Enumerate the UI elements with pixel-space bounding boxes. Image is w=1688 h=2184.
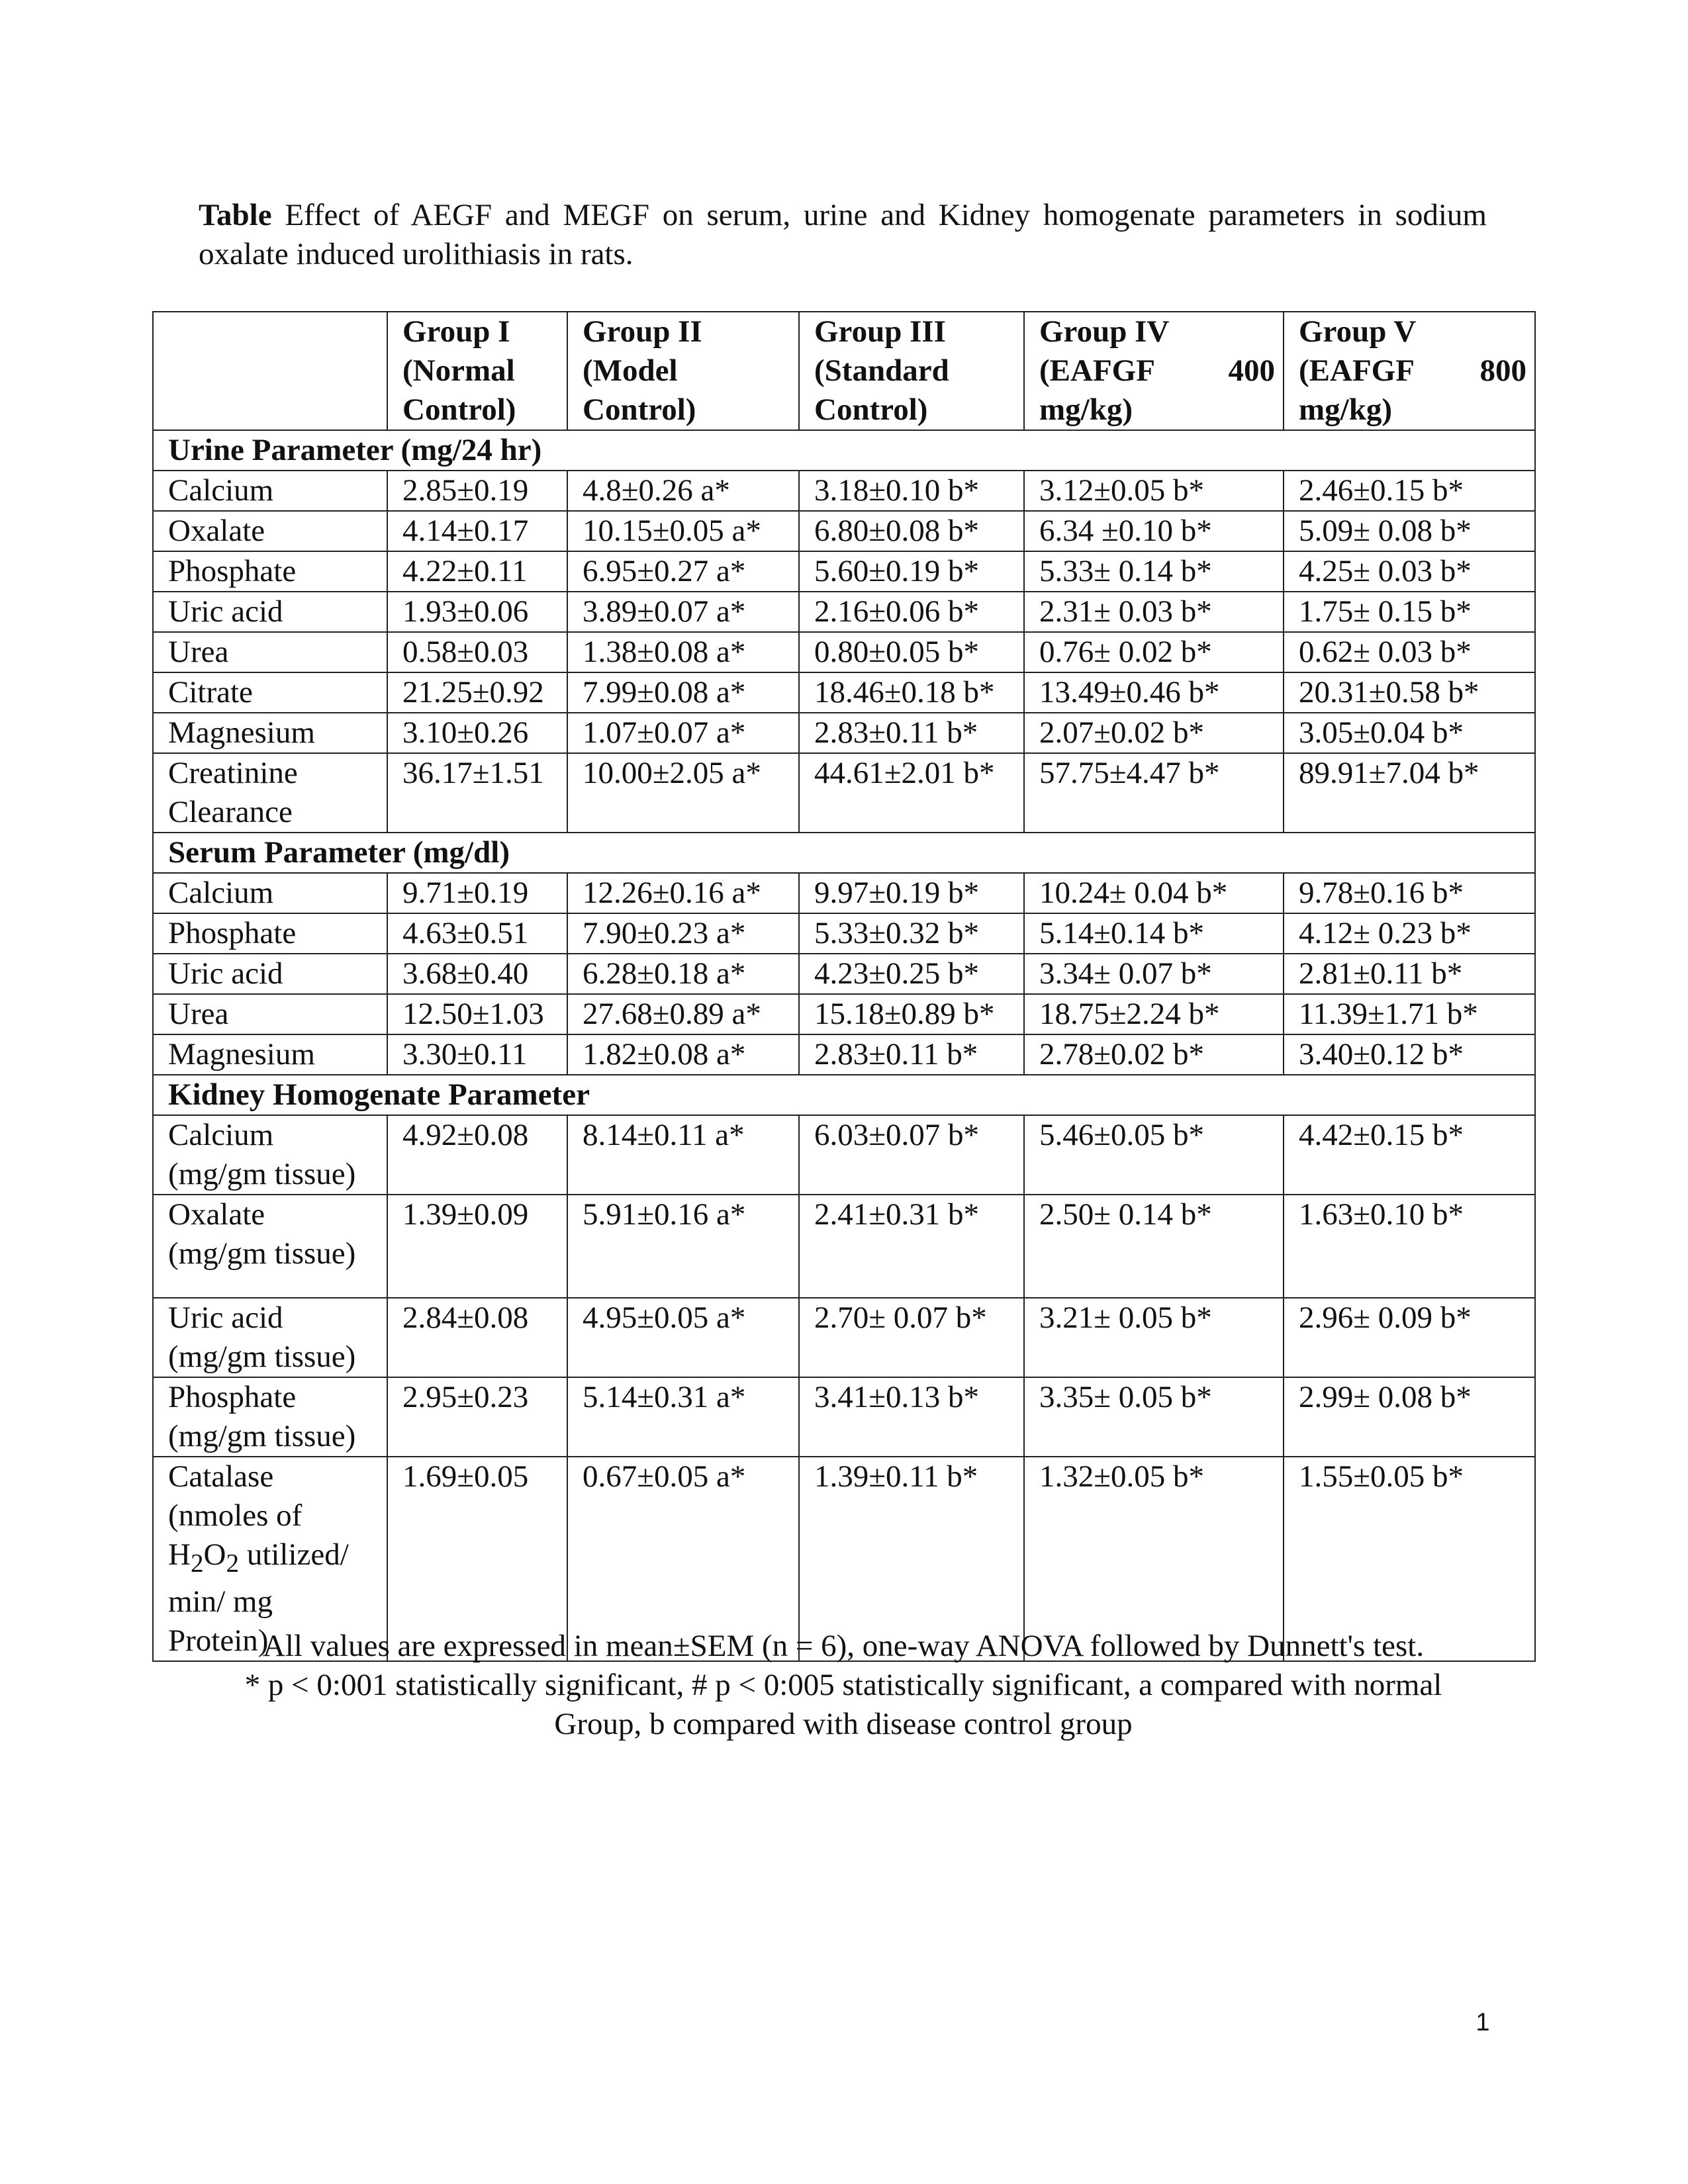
page-number: 1 — [1476, 2009, 1490, 2036]
table-cell: 1.39±0.11 b* — [799, 1457, 1024, 1661]
table-cell: Oxalate — [153, 511, 387, 551]
table-cell: 3.34± 0.07 b* — [1024, 954, 1284, 994]
table-row — [153, 511, 1535, 551]
section-serum — [153, 833, 1535, 873]
table-cell: 6.34 ±0.10 b* — [1024, 511, 1284, 551]
table-cell: 5.46±0.05 b* — [1024, 1115, 1284, 1195]
table-cell: 4.42±0.15 b* — [1284, 1115, 1535, 1195]
footnote-line-3: Group, b compared with disease control group — [554, 1707, 1133, 1741]
table-cell: 3.41±0.13 b* — [799, 1377, 1024, 1457]
table-cell: Calcium (mg/gm tissue) — [153, 1115, 387, 1195]
table-cell: Urea — [153, 994, 387, 1034]
table-row — [153, 1034, 1535, 1075]
table-row — [153, 672, 1535, 713]
table-row — [153, 592, 1535, 632]
table-cell: 3.18±0.10 b* — [799, 471, 1024, 511]
header-group-5: Group V (EAFGF 800 mg/kg) — [1284, 312, 1535, 430]
table-cell: 3.68±0.40 — [387, 954, 567, 994]
table-cell: Creatinine Clearance — [153, 753, 387, 833]
header-group-3: Group III (Standard Control) — [799, 312, 1024, 430]
table-cell: 10.15±0.05 a* — [567, 511, 799, 551]
header-blank — [153, 312, 387, 430]
table-cell: 0.58±0.03 — [387, 632, 567, 672]
table-row — [153, 632, 1535, 672]
table-cell: 4.12± 0.23 b* — [1284, 913, 1535, 954]
results-table — [152, 311, 1536, 1662]
table-cell: 4.92±0.08 — [387, 1115, 567, 1195]
table-cell: Phosphate — [153, 551, 387, 592]
table-cell: 5.09± 0.08 b* — [1284, 511, 1535, 551]
table-cell: Catalase (nmoles of $H_2O_2$ utilized/ min/ mg Protein) — [153, 1457, 387, 1661]
table-row — [153, 753, 1535, 833]
table-cell: Phosphate — [153, 913, 387, 954]
table-cell: 1.75± 0.15 b* — [1284, 592, 1535, 632]
table-cell: 3.21± 0.05 b* — [1024, 1298, 1284, 1377]
header-group-1: Group I (Normal Control) — [387, 312, 567, 430]
table-cell: Magnesium — [153, 713, 387, 753]
table-cell: 12.50±1.03 — [387, 994, 567, 1034]
header-group-4: Group IV (EAFGF 400 mg/kg) — [1024, 312, 1284, 430]
table-cell: 5.91±0.16 a* — [567, 1195, 799, 1298]
table-cell: 2.99± 0.08 b* — [1284, 1377, 1535, 1457]
section-title: Urine Parameter (mg/24 hr) — [153, 430, 1535, 471]
table-cell: 1.39±0.09 — [387, 1195, 567, 1298]
table-cell: 2.96± 0.09 b* — [1284, 1298, 1535, 1377]
table-cell: 3.12±0.05 b* — [1024, 471, 1284, 511]
table-row — [153, 873, 1535, 913]
table-footnote — [152, 1627, 1534, 1744]
table-cell: 5.14±0.31 a* — [567, 1377, 799, 1457]
table-cell: 20.31±0.58 b* — [1284, 672, 1535, 713]
table-caption — [199, 196, 1487, 274]
table-cell: 4.23±0.25 b* — [799, 954, 1024, 994]
section-title: Kidney Homogenate Parameter — [153, 1075, 1535, 1115]
table-cell: 3.40±0.12 b* — [1284, 1034, 1535, 1075]
table-cell: 5.14±0.14 b* — [1024, 913, 1284, 954]
table-row — [153, 954, 1535, 994]
table-row — [153, 994, 1535, 1034]
table-cell: 2.85±0.19 — [387, 471, 567, 511]
table-cell: 4.25± 0.03 b* — [1284, 551, 1535, 592]
table-cell: 3.05±0.04 b* — [1284, 713, 1535, 753]
table-cell: 4.14±0.17 — [387, 511, 567, 551]
table-row — [153, 551, 1535, 592]
table-cell: 13.49±0.46 b* — [1024, 672, 1284, 713]
table-cell: 3.10±0.26 — [387, 713, 567, 753]
table-cell: Uric acid (mg/gm tissue) — [153, 1298, 387, 1377]
table-cell: 1.38±0.08 a* — [567, 632, 799, 672]
table-cell: 2.95±0.23 — [387, 1377, 567, 1457]
table-cell: 9.71±0.19 — [387, 873, 567, 913]
table-cell: 0.80±0.05 b* — [799, 632, 1024, 672]
table-cell: 1.69±0.05 — [387, 1457, 567, 1661]
table-cell: 2.46±0.15 b* — [1284, 471, 1535, 511]
table-cell: Uric acid — [153, 592, 387, 632]
table-row — [153, 1377, 1535, 1457]
table-cell: 12.26±0.16 a* — [567, 873, 799, 913]
table-cell: 5.33±0.32 b* — [799, 913, 1024, 954]
table-cell: 2.16±0.06 b* — [799, 592, 1024, 632]
table-cell: 8.14±0.11 a* — [567, 1115, 799, 1195]
table-row — [153, 1195, 1535, 1298]
header-group-2: Group II (Model Control) — [567, 312, 799, 430]
table-cell: 5.33± 0.14 b* — [1024, 551, 1284, 592]
table-cell: 6.95±0.27 a* — [567, 551, 799, 592]
table-cell: 57.75±4.47 b* — [1024, 753, 1284, 833]
table-cell: 4.63±0.51 — [387, 913, 567, 954]
table-cell: 7.90±0.23 a* — [567, 913, 799, 954]
table-cell: 6.28±0.18 a* — [567, 954, 799, 994]
table-cell: Citrate — [153, 672, 387, 713]
table-cell: 2.83±0.11 b* — [799, 713, 1024, 753]
table-cell: 11.39±1.71 b* — [1284, 994, 1535, 1034]
table-cell: 2.50± 0.14 b* — [1024, 1195, 1284, 1298]
table-cell: 6.03±0.07 b* — [799, 1115, 1024, 1195]
table-cell: 21.25±0.92 — [387, 672, 567, 713]
table-cell: 1.55±0.05 b* — [1284, 1457, 1535, 1661]
table-cell: 27.68±0.89 a* — [567, 994, 799, 1034]
table-cell: 6.80±0.08 b* — [799, 511, 1024, 551]
table-cell: 44.61±2.01 b* — [799, 753, 1024, 833]
table-row — [153, 471, 1535, 511]
table-row — [153, 1298, 1535, 1377]
table-cell: 2.83±0.11 b* — [799, 1034, 1024, 1075]
table-cell: Oxalate (mg/gm tissue) — [153, 1195, 387, 1298]
section-urine — [153, 430, 1535, 471]
table-cell: 4.22±0.11 — [387, 551, 567, 592]
table-cell: 0.67±0.05 a* — [567, 1457, 799, 1661]
table-cell: 4.95±0.05 a* — [567, 1298, 799, 1377]
footnote-line-1: All values are expressed in mean±SEM (n = 6), one-way ANOVA followed by Dunnett's test. — [262, 1629, 1425, 1663]
table-row — [153, 1115, 1535, 1195]
footnote-line-2: * p < 0:001 statistically significant, # p < 0:005 statistically significant, a compared with normal — [244, 1668, 1442, 1702]
table-cell: 10.00±2.05 a* — [567, 753, 799, 833]
caption-label: Table — [199, 198, 272, 232]
table-cell: Calcium — [153, 471, 387, 511]
section-kidney — [153, 1075, 1535, 1115]
table-cell: Uric acid — [153, 954, 387, 994]
table-cell: 89.91±7.04 b* — [1284, 753, 1535, 833]
table-cell: 2.81±0.11 b* — [1284, 954, 1535, 994]
table-cell: 15.18±0.89 b* — [799, 994, 1024, 1034]
table-cell: 2.70± 0.07 b* — [799, 1298, 1024, 1377]
table-cell: 2.78±0.02 b* — [1024, 1034, 1284, 1075]
table-cell: 18.75±2.24 b* — [1024, 994, 1284, 1034]
table-cell: 9.97±0.19 b* — [799, 873, 1024, 913]
table-cell: 1.82±0.08 a* — [567, 1034, 799, 1075]
table-cell: 10.24± 0.04 b* — [1024, 873, 1284, 913]
table-cell: 36.17±1.51 — [387, 753, 567, 833]
table-cell: 1.93±0.06 — [387, 592, 567, 632]
table-cell: Calcium — [153, 873, 387, 913]
header-row — [153, 312, 1535, 430]
table-cell: Urea — [153, 632, 387, 672]
caption-text: Effect of AEGF and MEGF on serum, urine and Kidney homogenate parameters in sodium oxalate induced urolithiasis in rats. — [199, 198, 1487, 271]
table-cell: 3.30±0.11 — [387, 1034, 567, 1075]
table-cell: 7.99±0.08 a* — [567, 672, 799, 713]
table-cell: 18.46±0.18 b* — [799, 672, 1024, 713]
table-cell: Magnesium — [153, 1034, 387, 1075]
table-cell: 3.89±0.07 a* — [567, 592, 799, 632]
table-row — [153, 713, 1535, 753]
table-cell: 1.32±0.05 b* — [1024, 1457, 1284, 1661]
table-cell: 4.8±0.26 a* — [567, 471, 799, 511]
table-cell: 2.07±0.02 b* — [1024, 713, 1284, 753]
table-cell: 3.35± 0.05 b* — [1024, 1377, 1284, 1457]
table-cell: 2.84±0.08 — [387, 1298, 567, 1377]
table-cell: 0.76± 0.02 b* — [1024, 632, 1284, 672]
table-cell: 2.31± 0.03 b* — [1024, 592, 1284, 632]
table-cell: 5.60±0.19 b* — [799, 551, 1024, 592]
section-title: Serum Parameter (mg/dl) — [153, 833, 1535, 873]
table-cell: 2.41±0.31 b* — [799, 1195, 1024, 1298]
table-cell: 9.78±0.16 b* — [1284, 873, 1535, 913]
table-cell: Phosphate (mg/gm tissue) — [153, 1377, 387, 1457]
table-cell: 1.07±0.07 a* — [567, 713, 799, 753]
table-row — [153, 913, 1535, 954]
table-cell: 1.63±0.10 b* — [1284, 1195, 1535, 1298]
table-cell: 0.62± 0.03 b* — [1284, 632, 1535, 672]
